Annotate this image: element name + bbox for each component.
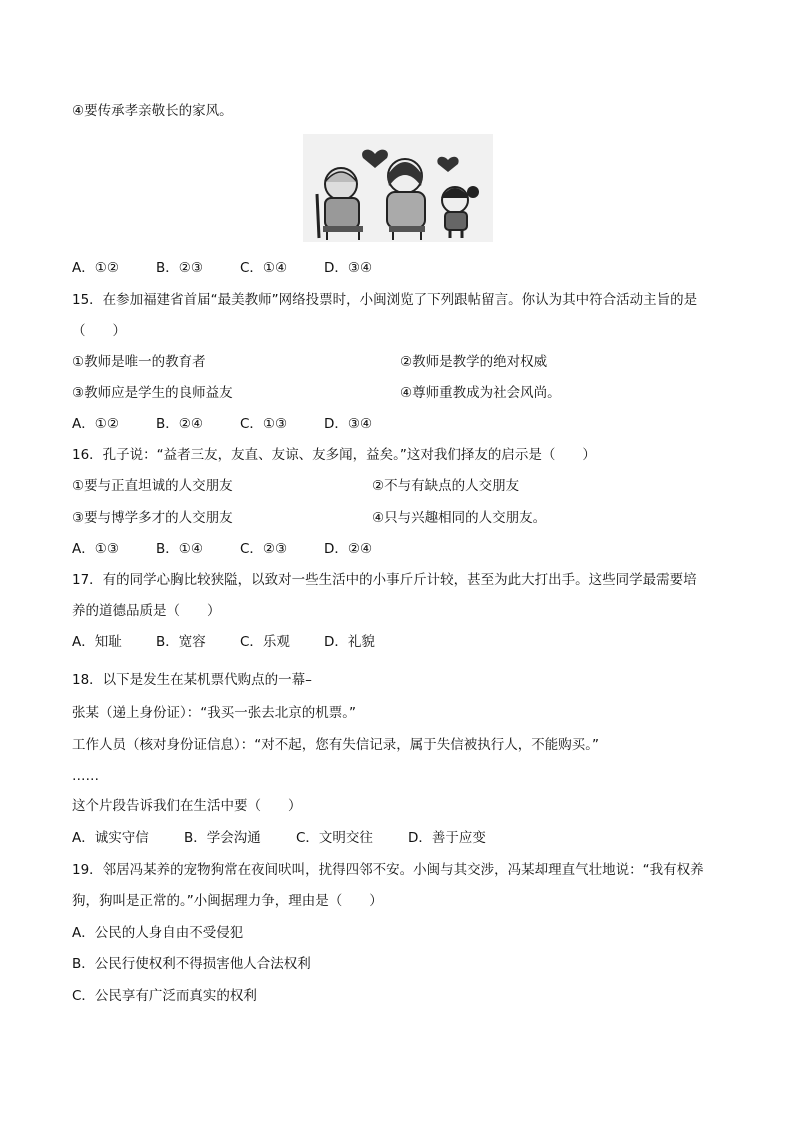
q19-option-a: A．公民的人身自由不受侵犯 — [72, 925, 244, 941]
q15-option-d: D．③④ — [324, 416, 373, 432]
q19-stem-line2: 狗，狗叫是正常的。”小闽据理力争，理由是（ ） — [72, 893, 383, 909]
q15-option-c: C．①③ — [240, 416, 288, 432]
family-illustration — [303, 134, 493, 242]
q19-option-b: B．公民行使权利不得损害他人合法权利 — [72, 956, 311, 972]
q19-option-c: C．公民享有广泛而真实的权利 — [72, 988, 257, 1004]
q18-dialogue-2: 工作人员（核对身份证信息）：“对不起，您有失信记录，属于失信被执行人，不能购买。” — [72, 737, 599, 753]
q14-statement-4: ④要传承孝亲敬长的家风。 — [72, 103, 233, 119]
q17-stem-line1: 17．有的同学心胸比较狭隘，以致对一些生活中的小事斤斤计较，甚至为此大打出手。这些同学最需要培 — [72, 572, 697, 588]
q17-option-b: B．宽容 — [156, 634, 206, 650]
q16-statement-2: ②不与有缺点的人交朋友 — [372, 478, 520, 494]
q15-option-b: B．②④ — [156, 416, 203, 432]
q14-option-d: D．③④ — [324, 260, 373, 276]
q17-option-d: D．礼貌 — [324, 634, 375, 650]
q15-statement-1: ①教师是唯一的教育者 — [72, 354, 206, 370]
q15-statement-4: ④尊师重教成为社会风尚。 — [400, 385, 561, 401]
q17-option-a: A．知耻 — [72, 634, 122, 650]
q15-statement-2: ②教师是教学的绝对权威 — [400, 354, 548, 370]
q15-option-a: A．①② — [72, 416, 119, 432]
q18-stem: 18．以下是发生在某机票代购点的一幕– — [72, 672, 312, 688]
q16-option-a: A．①③ — [72, 541, 119, 557]
q15-stem-line1: 15．在参加福建省首届“最美教师”网络投票时，小闽浏览了下列跟帖留言。你认为其中符合活动主旨的是 — [72, 292, 698, 308]
q16-statement-1: ①要与正直坦诚的人交朋友 — [72, 478, 233, 494]
q19-stem-line1: 19．邻居冯某养的宠物狗常在夜间吠叫，扰得四邻不安。小闽与其交涉，冯某却理直气壮地说：“我有权养 — [72, 862, 704, 878]
q15-stem-line2: （ ） — [72, 323, 126, 339]
q16-option-c: C．②③ — [240, 541, 288, 557]
q16-option-d: D．②④ — [324, 541, 373, 557]
q14-option-b: B．②③ — [156, 260, 203, 276]
q15-statement-3: ③教师应是学生的良师益友 — [72, 385, 233, 401]
q17-option-c: C．乐观 — [240, 634, 290, 650]
q16-statement-4: ④只与兴趣相同的人交朋友。 — [372, 510, 547, 526]
q18-option-a: A．诚实守信 — [72, 830, 149, 846]
q18-option-b: B．学会沟通 — [184, 830, 261, 846]
q14-option-c: C．①④ — [240, 260, 288, 276]
q16-option-b: B．①④ — [156, 541, 203, 557]
q16-statement-3: ③要与博学多才的人交朋友 — [72, 510, 233, 526]
q18-dialogue-1: 张某（递上身份证）：“我买一张去北京的机票。” — [72, 705, 356, 721]
q18-option-d: D．善于应变 — [408, 830, 486, 846]
q14-option-a: A．①② — [72, 260, 119, 276]
q18-question: 这个片段告诉我们在生活中要（ ） — [72, 798, 302, 814]
q18-option-c: C．文明交往 — [296, 830, 373, 846]
q18-ellipsis: …… — [72, 768, 99, 784]
q16-stem: 16．孔子说：“益者三友，友直、友谅、友多闻，益矣。”这对我们择友的启示是（ ） — [72, 447, 596, 463]
q17-stem-line2: 养的道德品质是（ ） — [72, 603, 221, 619]
